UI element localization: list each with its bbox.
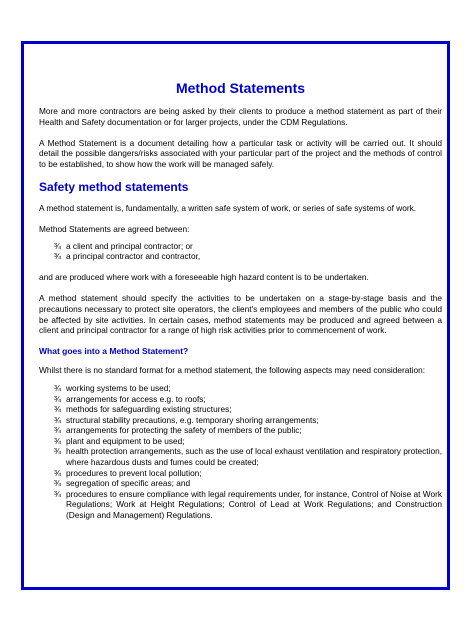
bullet-glyph: ¾: [54, 240, 61, 251]
list-item: ¾ methods for safeguarding existing structures;: [54, 404, 232, 415]
bullet-glyph: ¾: [54, 251, 61, 262]
bullet-glyph: ¾: [54, 404, 61, 415]
agreed-between-list: [39, 241, 442, 262]
list-item: ¾ procedures to prevent local pollution;: [54, 467, 202, 478]
intro-paragraph-1: More and more contractors are being asked by their clients to produce a method statement as part of their Health and Safety documentation or for larger projects, under the CDM Regulations.: [39, 106, 442, 127]
page-title: Method Statements: [175, 80, 306, 96]
bullet-glyph: ¾: [54, 446, 61, 457]
section-paragraph-2: Method Statements are agreed between:: [39, 224, 190, 235]
list-item: ¾ segregation of specific areas; and: [54, 478, 191, 489]
list-item: ¾ arrangements for access e.g. to roofs;: [54, 393, 206, 404]
list-item: ¾ arrangements for protecting the safety of members of the public;: [54, 425, 302, 436]
list-item: ¾ plant and equipment to be used;: [54, 435, 185, 446]
section-paragraph-5: Whilst there is no standard format for a method statement, the following aspects may need consideration:: [39, 365, 426, 376]
bullet-glyph: ¾: [54, 435, 61, 446]
section-heading: Safety method statements: [39, 179, 189, 194]
intro-paragraph-2: A Method Statement is a document detailing how a particular task or activity will be carried out. It should detail the possible dangers/risks associated with your particular part of the project and the methods of control to be established, to show how the work will be managed safely.: [39, 137, 442, 169]
bullet-glyph: ¾: [54, 382, 61, 393]
bullet-glyph: ¾: [54, 414, 61, 425]
list-item: ¾ a client and principal contractor; or: [54, 240, 193, 251]
bullet-glyph: ¾: [54, 467, 61, 478]
list-item: ¾ health protection arrangements, such as the use of local exhaust ventilation and respiratory protection, where hazardous dusts and fumes could be created;: [54, 446, 442, 468]
aspects-list: [39, 383, 442, 521]
section-paragraph-3: and are produced where work with a foreseeable high hazard content is to be undertaken.: [39, 272, 369, 283]
list-item: ¾ procedures to ensure compliance with legal requirements under, for instance, Control of Noise at Work Regulations; Work at Height Regulations; Control of Lead at Work Regulations; and Construction (Design and Management) Regulations.: [54, 488, 442, 521]
document-body: [39, 80, 442, 531]
list-item: ¾ working systems to be used;: [54, 382, 171, 393]
list-item: ¾ a principal contractor and contractor,: [54, 251, 201, 262]
bullet-glyph: ¾: [54, 488, 61, 499]
bullet-glyph: ¾: [54, 478, 61, 489]
section-paragraph-1: A method statement is, fundamentally, a written safe system of work, or series of safe systems of work.: [39, 202, 417, 213]
section-paragraph-4: A method statement should specify the activities to be undertaken on a stage-by-stage basis and the precautions necessary to protect site operators, the client's employees and members of the public who could be affected by site activities. In certain cases, method statements may be produced and agreed between a client and principal contractor for a range of high risk activities prior to commencement of work.: [39, 293, 442, 336]
subheading: What goes into a Method Statement?: [39, 346, 189, 357]
bullet-glyph: ¾: [54, 393, 61, 404]
list-item: ¾ structural stability precautions, e.g. temporary shoring arrangements;: [54, 414, 319, 425]
bullet-glyph: ¾: [54, 425, 61, 436]
